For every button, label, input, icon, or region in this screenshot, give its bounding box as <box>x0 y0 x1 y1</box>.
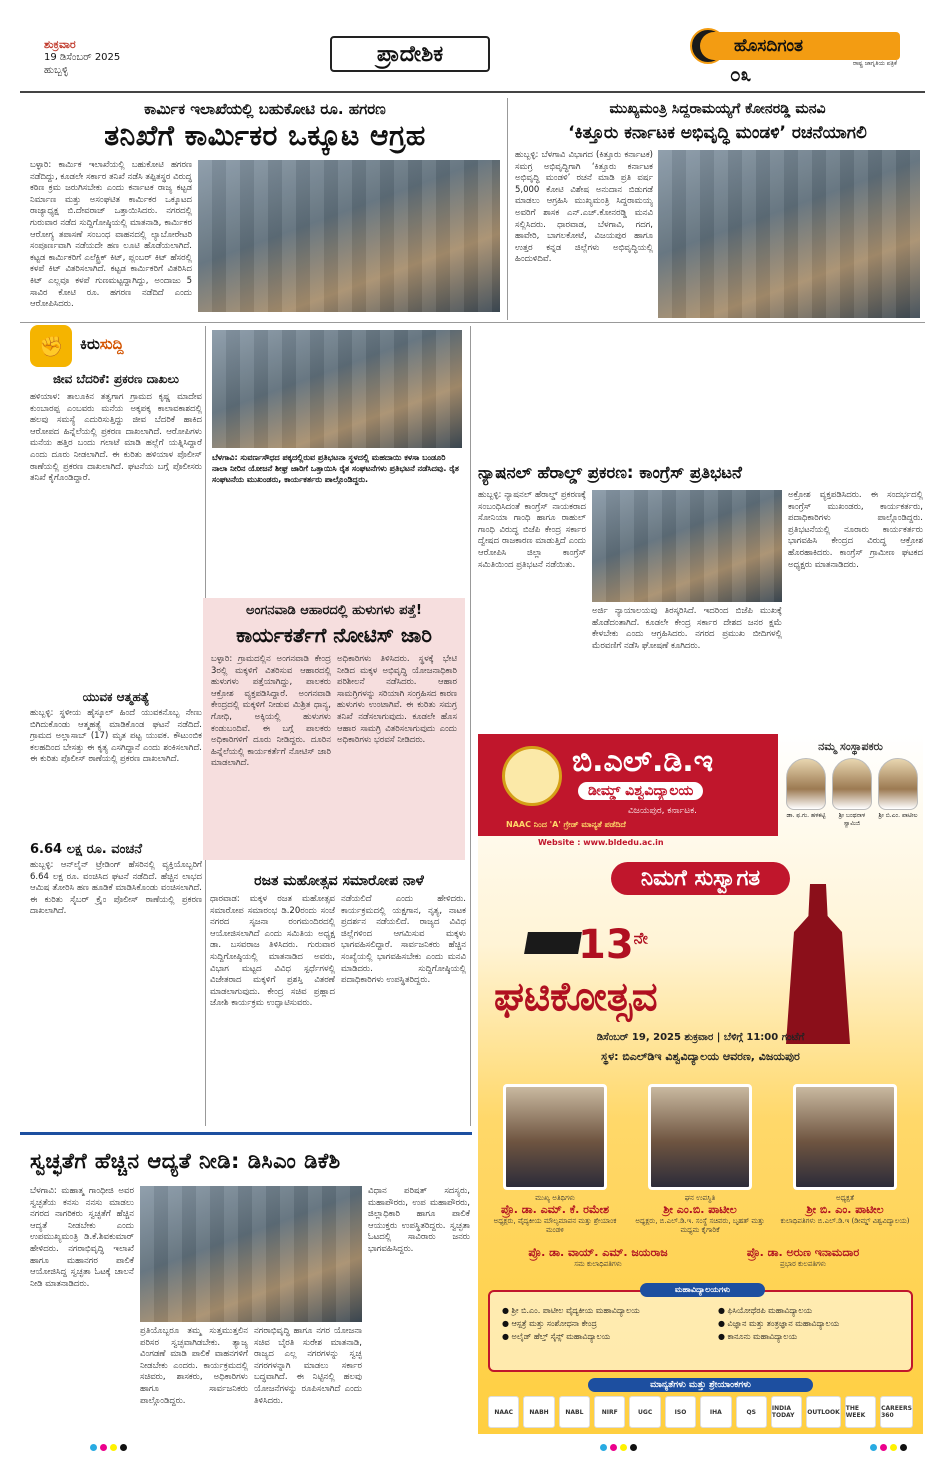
ranking-logo: NAAC <box>488 1396 519 1428</box>
masthead <box>0 0 945 95</box>
founders-title: ನಮ್ಮ ಸಂಸ್ಥಾಪಕರು <box>818 740 883 753</box>
founder-photo <box>832 758 872 810</box>
article-body: ಹುಬ್ಬಳ್ಳಿ: ನ್ಯಾಷನಲ್ ಹೆರಾಲ್ಡ್ ಪ್ರಕರಣಕ್ಕೆ ಸಂಬಂಧಿಸಿದಂತೆ ಕಾಂಗ್ರೆಸ್ ನಾಯಕರಾದ ಸೋನಿಯಾ ಗಾಂಧಿ ಹಾಗೂ ರಾಹುಲ್ ಗಾಂಧಿ ವಿರುದ್ಧ ಬಿಜೆಪಿ ಕೇಂದ್ರ ಸರ್ಕಾರ ದ್ವೇಷದ ರಾಜಕಾರಣ ಮಾಡುತ್ತಿದೆ ಎಂದು ಆರೋಪಿಸಿ ಜಿಲ್ಲಾ ಕಾಂಗ್ರೆಸ್ ಸಮಿತಿಯಿಂದ ಪ್ರತಿಭಟನೆ ನಡೆಯಿತು. <box>478 490 586 570</box>
short-news-item-body: ಹಳಿಯಾಳ: ತಾಲೂಕಿನ ತತ್ವಗಾಗ ಗ್ರಾಮದ ಕೃಷ್ಣ ಮಾದೇವ ಕುಂಬಾರಪ್ಪ ಎಂಬವರು ಮನೆಯ ಅಕ್ಕಪಕ್ಕ ಕಾಲಾವಕಾಶದಲ್ಲಿ ಹಲವು ಸಮಸ್ಯೆ ಎದುರಿಸುತ್ತಿದ್ದು ಜೀವ ಬೆದರಿಕೆ ಹಾಕಿದ ಆರೋಪದ ಹಿನ್ನೆಲೆಯಲ್ಲಿ ಪ್ರಕರಣ ದಾಖಲಾಗಿದೆ. ಆರೋಪಿಗಳು ಮನೆಯ ಹತ್ತಿರ ಬಂದು ಗಲಾಟೆ ಮಾಡಿ ಹಲ್ಲೆಗೆ ಯತ್ನಿಸಿದ್ದಾರೆ ಎಂದು ದೂರು ನೀಡಲಾಗಿದೆ. ಈ ಕುರಿತು ಹಳಿಯಾಳ ಪೊಲೀಸ್ ಠಾಣೆಯಲ್ಲಿ ಪ್ರಕರಣ ದಾಖಲಾಗಿದೆ. ಘಟನೆಯ ಬಗ್ಗೆ ಪೊಲೀಸರು ತನಿಖೆ ಕೈಗೊಂಡಿದ್ದಾರೆ. <box>30 392 202 484</box>
ranking-logo: ISO <box>665 1396 696 1428</box>
issue-date: 19 ಡಿಸೆಂಬರ್ 2025 <box>44 52 121 63</box>
bldea-convocation-ad[interactable] <box>478 734 923 1434</box>
short-news-item-title: ಯುವಕ ಆತ್ಮಹತ್ಯೆ <box>82 690 150 704</box>
graduate-silhouette-icon <box>778 884 858 1044</box>
print-registration-dots <box>600 1444 637 1451</box>
guest-desc: ಸಮ ಕುಲಾಧಿಪತಿಗಳು <box>574 1260 622 1268</box>
issue-date-block <box>44 38 120 77</box>
masthead-divider <box>20 91 925 93</box>
short-news-title <box>80 335 124 353</box>
ad-website[interactable]: Website : www.bldedu.ac.in <box>538 838 664 847</box>
article-kicker: ಕಾರ್ಮಿಕ ಇಲಾಖೆಯಲ್ಲಿ ಬಹುಕೋಟಿ ರೂ. ಹಗರಣ <box>144 100 386 118</box>
article-headline: ನ್ಯಾಷನಲ್ ಹೆರಾಲ್ಡ್ ಪ್ರಕರಣ: ಕಾಂಗ್ರೆಸ್ ಪ್ರತಿಭಟನೆ <box>478 463 742 482</box>
logo-tagline: ರಾಷ್ಟ್ರ ಜಾಗೃತಿಯ ಪತ್ರಿಕೆ <box>852 60 897 67</box>
ranking-logo: CAREERS 360 <box>880 1396 913 1428</box>
ranking-logo: UGC <box>629 1396 660 1428</box>
article-photo <box>140 1186 362 1322</box>
graduation-cap-icon <box>524 932 582 954</box>
ranking-logo: NABL <box>559 1396 590 1428</box>
guest-card <box>635 1084 765 1235</box>
article-kicker: ಅಂಗನವಾಡಿ ಆಹಾರದಲ್ಲಿ ಹುಳುಗಳು ಪತ್ತೆ! <box>246 603 422 618</box>
rankings-title: ಮಾನ್ಯತೆಗಳು ಮತ್ತು ಶ್ರೇಯಾಂಕಗಳು <box>588 1378 813 1392</box>
article-headline: ‘ಕಿತ್ತೂರು ಕರ್ನಾಟಕ ಅಭಿವೃದ್ಧಿ ಮಂಡಳಿ’ ರಚನೆಯಾಗಲಿ <box>568 123 867 143</box>
article-body: ಪ್ರತಿಯೊಬ್ಬರೂ ತಮ್ಮ ಸುತ್ತಮುತ್ತಲಿನ ಪರಿಸರ ಸ್ವಚ್ಛವಾಗಿಡಬೇಕು. ತ್ಯಾಜ್ಯ ವಿಂಗಡಣೆ ಮಾಡಿ ಪಾಲಿಕೆ ವಾಹನಗಳಿಗೆ ನೀಡಬೇಕು ಎಂದರು. ಕಾರ್ಯಕ್ರಮದಲ್ಲಿ ಸಚಿವರು, ಶಾಸಕರು, ಅಧಿಕಾರಿಗಳು ಹಾಗೂ ಸಾರ್ವಜನಿಕರು ಪಾಲ್ಗೊಂಡಿದ್ದರು. <box>140 1326 248 1406</box>
column-divider <box>470 326 471 1126</box>
ad-welcome-text: ನಿಮಗೆ ಸುಸ್ವಾಗತ <box>611 862 790 895</box>
short-news-item-title: ಜೀವ ಬೆದರಿಕೆ: ಪ್ರಕರಣ ದಾಖಲು <box>53 372 179 386</box>
article-headline: ಕಾರ್ಯಕರ್ತೆಗೆ ನೋಟಿಸ್ ಜಾರಿ <box>236 623 432 647</box>
short-news-item-title: 6.64 ಲಕ್ಷ ರೂ. ವಂಚನೆ <box>30 842 142 857</box>
university-seal-icon <box>502 746 562 806</box>
article-body: ಬಳ್ಳಾರಿ: ಕಾರ್ಮಿಕ ಇಲಾಖೆಯಲ್ಲಿ ಬಹುಕೋಟಿ ಹಗರಣ ನಡೆದಿದ್ದು, ಕೂಡಲೇ ಸರ್ಕಾರ ತನಿಖೆ ನಡೆಸಿ ತಪ್ಪಿತಸ್ಥರ ವಿರುದ್ಧ ಕಠಿಣ ಕ್ರಮ ಜರುಗಿಸಬೇಕು ಎಂದು ಕರ್ನಾಟಕ ರಾಜ್ಯ ಕಟ್ಟಡ ನಿರ್ಮಾಣ ಮತ್ತು ಅಸಂಘಟಿತ ಕಾರ್ಮಿಕರ ಒಕ್ಕೂಟದ ರಾಜ್ಯಾಧ್ಯಕ್ಷ ಬಿ.ದೇವರಾಜ್ ಒತ್ತಾಯಿಸಿದರು. ನಗರದಲ್ಲಿ ಗುರುವಾರ ನಡೆದ ಸುದ್ದಿಗೋಷ್ಠಿಯಲ್ಲಿ ಮಾತನಾಡಿ, ಕಾರ್ಮಿಕರ ಆರೋಗ್ಯ ತಪಾಸಣೆ ಸಂಬಂಧ ವಾಹನದಲ್ಲಿ ಲ್ಯಾಬೋರೇಟರಿ ಸಂಪೂರ್ಣವಾಗಿ ನಡೆಯದೇ ಹಣ ಲೂಟಿ ಹೊಡೆಯಲಾಗಿದೆ. ಕಟ್ಟಡ ಕಾರ್ಮಿಕರಿಗೆ ಎಲೆಕ್ಟ್ರಿಕ್ ಕಿಟ್, ಪ್ಲಂಬರ್ ಕಿಟ್ ಹೆಸರಲ್ಲಿ ಕಳಪೆ ಕಿಟ್ ವಿತರಿಸಲಾಗಿದೆ. ಕಟ್ಟಡ ಕಾರ್ಮಿಕರಿಗೆ ವಿತರಿಸಿದ ಕಿಟ್ ಎಲ್ಲವೂ ಕಳಪೆ ಗುಣಮಟ್ಟದ್ದಾಗಿದ್ದು, ಅಂದಾಜು 5 ಸಾವಿರ ಕೋಟಿ ರೂ. ಹಗರಣ ನಡೆದಿದೆ ಎಂದು ಆರೋಪಿಸಿದರು. <box>30 160 192 310</box>
short-news-header <box>30 325 205 367</box>
college-name: ಶ್ರೀ ಬಿ.ಎಂ. ಪಾಟೀಲ ವೈದ್ಯಕೀಯ ಮಹಾವಿದ್ಯಾಲಯ <box>511 1306 640 1315</box>
convocation-number-value: 13 <box>578 922 634 968</box>
guest-desc: ಅಧ್ಯಕ್ಷರು, ಬಿ.ಎಲ್.ಡಿ.ಇ. ಸಂಸ್ಥೆ ಸಚಿವರು, ಬೃಹತ್ ಮತ್ತು ಮಧ್ಯಮ ಕೈಗಾರಿಕೆ <box>635 1217 765 1234</box>
ranking-logo: THE WEEK <box>845 1396 876 1428</box>
convocation-title: ಘಟಿಕೋತ್ಸವ <box>494 974 658 1020</box>
print-registration-dots <box>90 1444 127 1451</box>
article-body: ವಿಧಾನ ಪರಿಷತ್ ಸದಸ್ಯರು, ಮಹಾಪೌರರು, ಉಪ ಮಹಾಪೌರರು, ಜಿಲ್ಲಾಧಿಕಾರಿ ಹಾಗೂ ಪಾಲಿಕೆ ಆಯುಕ್ತರು ಉಪಸ್ಥಿತರಿದ್ದರು. ಸ್ವಚ್ಛತಾ ಓಟದಲ್ಲಿ ಸಾವಿರಾರು ಜನರು ಭಾಗವಹಿಸಿದ್ದರು. <box>368 1186 470 1254</box>
article-body: ಅಧಿಕಾರಿಗಳು ತಿಳಿಸಿದರು. ಸ್ಥಳಕ್ಕೆ ಭೇಟಿ ನೀಡಿದ ಮಕ್ಕಳ ಅಭಿವೃದ್ಧಿ ಯೋಜನಾಧಿಕಾರಿ ಪರಿಶೀಲನೆ ನಡೆಸಿದರು. ಆಹಾರ ಸಾಮಗ್ರಿಗಳನ್ನು ಸರಿಯಾಗಿ ಸಂಗ್ರಹಿಸದ ಕಾರಣ ಹುಳುಗಳು ಉಂಟಾಗಿವೆ. ಈ ಕುರಿತು ಸಮಗ್ರ ತನಿಖೆ ನಡೆಸಲಾಗುವುದು. ಕೂಡಲೇ ಹೊಸ ಆಹಾರ ಸಾಮಗ್ರಿ ವಿತರಿಸಲಾಗುವುದು ಎಂದು ಅಧಿಕಾರಿಗಳು ಭರವಸೆ ನೀಡಿದರು. <box>337 654 457 746</box>
page-number: ೦೩ <box>730 64 752 86</box>
guest-role: ಘನ ಉಪಸ್ಥಿತಿ <box>684 1194 716 1202</box>
short-news-title-part1: ಕಿರು <box>80 335 100 353</box>
article-kicker: ರಜತ ಮಹೋತ್ಸವ ಸಮಾರೋಪ ನಾಳೆ <box>254 873 424 889</box>
guest-photo <box>648 1084 752 1190</box>
ranking-logo: NABH <box>523 1396 554 1428</box>
founder-name: ಡಾ. ಫ.ಗು. ಹಳಕಟ್ಟಿ <box>786 812 826 819</box>
fist-icon: ✊ <box>30 325 72 367</box>
guest-secondary <box>703 1246 903 1269</box>
guest-card <box>490 1084 620 1235</box>
guest-role: ಮುಖ್ಯ ಅತಿಥಿಗಳು <box>535 1194 575 1202</box>
article-photo <box>658 150 920 318</box>
founder-photo <box>878 758 918 810</box>
college-item: ● ಅಲೈಡ್ ಹೆಲ್ತ್ ಸೈನ್ಸ್ ಮಹಾವಿದ್ಯಾಲಯ <box>502 1332 611 1341</box>
college-name: ವಿಜ್ಞಾನ ಮತ್ತು ತಂತ್ರಜ್ಞಾನ ಮಹಾವಿದ್ಯಾಲಯ <box>727 1319 840 1328</box>
ad-accreditation: NAAC ನಿಂದ 'A' ಗ್ರೇಡ್ ಮಾನ್ಯತೆ ಪಡೆದಿದೆ <box>506 820 626 829</box>
short-news-item-body: ಹುಬ್ಬಳ್ಳಿ: ಆನ್‌ಲೈನ್ ಟ್ರೇಡಿಂಗ್ ಹೆಸರಿನಲ್ಲಿ ವ್ಯಕ್ತಿಯೊಬ್ಬರಿಗೆ 6.64 ಲಕ್ಷ ರೂ. ವಂಚಿಸಿದ ಘಟನೆ ನಡೆದಿದೆ. ಹೆಚ್ಚಿನ ಲಾಭದ ಆಮಿಷ ತೋರಿಸಿ ಹಣ ಹೂಡಿಕೆ ಮಾಡಿಸಿಕೊಂಡು ವಂಚಿಸಲಾಗಿದೆ. ಈ ಕುರಿತು ಸೈಬರ್ ಕ್ರೈಂ ಪೊಲೀಸ್ ಠಾಣೆಯಲ್ಲಿ ಪ್ರಕರಣ ದಾಖಲಾಗಿದೆ. <box>30 860 202 917</box>
guest-card <box>780 1084 910 1226</box>
college-name: ಕಾನೂನು ಮಹಾವಿದ್ಯಾಲಯ <box>727 1332 798 1341</box>
ad-university-type: ಡೀಮ್ಡ್ ವಿಶ್ವವಿದ್ಯಾಲಯ <box>578 782 703 800</box>
guest-desc: ಕುಲಾಧಿಪತಿಗಳು ಬಿ.ಎಲ್.ಡಿ.ಇ (ಡೀಮ್ಡ್ ವಿಶ್ವವಿದ್ಯಾಲಯ) <box>780 1217 910 1225</box>
colleges-list-left <box>502 1304 640 1343</box>
logo-wordmark: ಹೊಸದಿಗಂತ <box>700 32 900 60</box>
article-body: ಬೆಳಗಾವಿ: ಮಹಾತ್ಮ ಗಾಂಧೀಜಿ ಅವರ ಸ್ವಚ್ಛತೆಯ ಕನಸು ನನಸು ಮಾಡಲು ನಗರದ ನಾಗರಿಕರು ಸ್ವಚ್ಛತೆಗೆ ಹೆಚ್ಚಿನ ಆದ್ಯತೆ ನೀಡಬೇಕು ಎಂದು ಉಪಮುಖ್ಯಮಂತ್ರಿ ಡಿ.ಕೆ.ಶಿವಕುಮಾರ್ ಹೇಳಿದರು. ನಗರಾಭಿವೃದ್ಧಿ ಇಲಾಖೆ ಹಾಗೂ ಮಹಾನಗರ ಪಾಲಿಕೆ ಆಯೋಜಿಸಿದ್ದ ಸ್ವಚ್ಛತಾ ಓಟಕ್ಕೆ ಚಾಲನೆ ನೀಡಿ ಮಾತನಾಡಿದರು. <box>30 1186 134 1289</box>
event-date: ಡಿಸೆಂಬರ್ 19, 2025 ಶುಕ್ರವಾರ | ಬೆಳಿಗ್ಗೆ 11:00 ಗಂಟೆಗೆ <box>596 1032 805 1043</box>
ad-welcome <box>478 862 923 895</box>
newspaper-logo <box>690 32 905 90</box>
ranking-logo: NIRF <box>594 1396 625 1428</box>
rankings-logos <box>488 1396 913 1428</box>
article-photo <box>592 490 782 602</box>
ranking-logo: OUTLOOK <box>806 1396 841 1428</box>
section-divider <box>20 1132 472 1135</box>
photo-caption: ಬೆಳಗಾವಿ: ಸುವರ್ಣಸೌಧದ ಪಕ್ಕದಲ್ಲಿರುವ ಪ್ರತಿಭಟನಾ ಸ್ಥಳದಲ್ಲಿ ಮಹದಾಯಿ ಕಳಸಾ ಬಂಡೂರಿ ನಾಲಾ ನೀರಿನ ಯೋಜನೆ ಶೀಘ್ರ ಜಾರಿಗೆ ಒತ್ತಾಯಿಸಿ ರೈತ ಸಂಘಟನೆಗಳು ಪ್ರತಿಭಟನೆ ನಡೆಸಿದವು. ರೈತ ಸಂಘಟನೆಯ ಮುಖಂಡರು, ಕಾರ್ಯಕರ್ತರು ಪಾಲ್ಗೊಂಡಿದ್ದರು. <box>212 453 459 484</box>
ranking-logo: INDIA TODAY <box>771 1396 802 1428</box>
founder-portrait <box>876 758 920 820</box>
short-news-item-body: ಹುಬ್ಬಳ್ಳಿ: ಸ್ಥಳೀಯ ಹೈಸ್ಕೂಲ್ ಹಿಂದೆ ಯುವಕನೊಬ್ಬ ನೇಣು ಬಿಗಿದುಕೊಂಡು ಆತ್ಮಹತ್ಯೆ ಮಾಡಿಕೊಂಡ ಘಟನೆ ನಡೆದಿದೆ. ಗ್ರಾಮದ ಅಲ್ಲಾಸಾಬ್ (17) ಮೃತ ಪಟ್ಟ ಯುವಕ. ಕೌಟುಂಬಿಕ ಕಲಹದಿಂದ ಬೇಸತ್ತು ಈ ಕೃತ್ಯ ಎಸಗಿದ್ದಾನೆ ಎಂದು ಶಂಕಿಸಲಾಗಿದೆ. ಈ ಕುರಿತು ಪೊಲೀಸ್ ಠಾಣೆಯಲ್ಲಿ ಪ್ರಕರಣ ದಾಖಲಾಗಿದೆ. <box>30 708 202 765</box>
article-headline: ಸ್ವಚ್ಛತೆಗೆ ಹೆಚ್ಚಿನ ಆದ್ಯತೆ ನೀಡಿ: ಡಿಸಿಎಂ ಡಿಕೆಶಿ <box>30 1149 341 1173</box>
founder-portrait <box>784 758 828 820</box>
ranking-logo: QS <box>736 1396 767 1428</box>
founder-photo <box>786 758 826 810</box>
guest-name: ಪ್ರೊ. ಡಾ. ಅರುಣ ಇನಾಮದಾರ <box>746 1246 860 1259</box>
article-body: ಹುಬ್ಬಳ್ಳಿ: ಬೆಳಗಾವಿ ವಿಭಾಗದ (ಕಿತ್ತೂರು ಕರ್ನಾಟಕ) ಸಮಗ್ರ ಅಭಿವೃದ್ಧಿಗಾಗಿ ‘ಕಿತ್ತೂರು ಕರ್ನಾಟಕ ಅಭಿವೃದ್ಧಿ ಮಂಡಳಿ’ ರಚನೆ ಮಾಡಿ ಪ್ರತಿ ವರ್ಷ 5,000 ಕೋಟಿ ವಿಶೇಷ ಅನುದಾನ ಬಿಡುಗಡೆ ಮಾಡಲು ಆಗ್ರಹಿಸಿ ಮುಖ್ಯಮಂತ್ರಿ ಸಿದ್ದರಾಮಯ್ಯ ಅವರಿಗೆ ಶಾಸಕ ಎನ್.ಎಚ್.ಕೋನರಡ್ಡಿ ಮನವಿ ಸಲ್ಲಿಸಿದರು. ಧಾರವಾಡ, ಬೆಳಗಾವಿ, ಗದಗ, ಹಾವೇರಿ, ಬಾಗಲಕೋಟೆ, ವಿಜಯಪುರ ಹಾಗೂ ಉತ್ತರ ಕನ್ನಡ ಜಿಲ್ಲೆಗಳು ಅಭಿವೃದ್ಧಿಯಲ್ಲಿ ಹಿಂದುಳಿದಿವೆ. <box>515 150 653 265</box>
guest-desc: ಪ್ರಭಾರ ಕುಲಪತಿಗಳು <box>780 1260 826 1268</box>
article-body: ಅರ್ಜಿ ನ್ಯಾಯಾಲಯವು ತಿರಸ್ಕರಿಸಿದೆ. ಇದರಿಂದ ಬಿಜೆಪಿ ಮುಖಕ್ಕೆ ಹೊಡೆದಂತಾಗಿದೆ. ಕೂಡಲೇ ಕೇಂದ್ರ ಸರ್ಕಾರ ದೇಶದ ಜನರ ಕ್ಷಮೆ ಕೇಳಬೇಕು ಎಂದು ಆಗ್ರಹಿಸಿದರು. ನಗರದ ಪ್ರಮುಖ ಬೀದಿಗಳಲ್ಲಿ ಮೆರವಣಿಗೆ ನಡೆಸಿ ಘೋಷಣೆ ಕೂಗಿದರು. <box>592 606 782 651</box>
section-title: ಪ್ರಾದೇಶಿಕ <box>330 36 490 72</box>
guest-role: ಅಧ್ಯಕ್ಷತೆ <box>836 1194 854 1202</box>
convocation-number-suffix: ನೇ <box>633 928 648 948</box>
college-item: ● ಶ್ರೀ ಬಿ.ಎಂ. ಪಾಟೀಲ ವೈದ್ಯಕೀಯ ಮಹಾವಿದ್ಯಾಲಯ <box>502 1306 640 1315</box>
guest-name: ಪ್ರೊ. ಡಾ. ಎಮ್. ಕೆ. ರಮೇಶ <box>500 1203 610 1216</box>
ad-university-city: ವಿಜಯಪುರ, ಕರ್ನಾಟಕ. <box>628 806 697 816</box>
print-registration-dots <box>870 1444 907 1451</box>
founder-portrait <box>830 758 874 828</box>
college-item: ● ವಿಜ್ಞಾನ ಮತ್ತು ತಂತ್ರಜ್ಞಾನ ಮಹಾವಿದ್ಯಾಲಯ <box>718 1319 840 1328</box>
guest-name: ಶ್ರೀ ಎಂ.ಬಿ. ಪಾಟೀಲ <box>663 1203 737 1216</box>
college-item: ● ಆಸ್ಪತ್ರೆ ಮತ್ತು ಸಂಶೋಧನಾ ಕೇಂದ್ರ <box>502 1319 597 1328</box>
issue-city: ಹುಬ್ಬಳ್ಳಿ <box>44 65 69 76</box>
article-body: ನಗರಾಭಿವೃದ್ಧಿ ಹಾಗೂ ನಗರ ಯೋಜನಾ ಸಚಿವ ಬೈರತಿ ಸುರೇಶ ಮಾತನಾಡಿ, ರಾಜ್ಯದ ಎಲ್ಲ ನಗರಗಳನ್ನು ಸ್ವಚ್ಛ ನಗರಗಳನ್ನಾಗಿ ಮಾಡಲು ಸರ್ಕಾರ ಬದ್ಧವಾಗಿದೆ. ಈ ನಿಟ್ಟಿನಲ್ಲಿ ಹಲವು ಯೋಜನೆಗಳನ್ನು ರೂಪಿಸಲಾಗಿದೆ ಎಂದು ತಿಳಿಸಿದರು. <box>254 1326 362 1406</box>
article-body: ಅಕ್ರೋಶ ವ್ಯಕ್ತಪಡಿಸಿದರು. ಈ ಸಂದರ್ಭದಲ್ಲಿ ಕಾಂಗ್ರೆಸ್ ಮುಖಂಡರು, ಕಾರ್ಯಕರ್ತರು, ಪದಾಧಿಕಾರಿಗಳು ಪಾಲ್ಗೊಂಡಿದ್ದರು. ಪ್ರತಿಭಟನೆಯಲ್ಲಿ ನೂರಾರು ಕಾರ್ಯಕರ್ತರು ಭಾಗವಹಿಸಿ ಕೇಂದ್ರದ ವಿರುದ್ಧ ಆಕ್ರೋಶ ಹೊರಹಾಕಿದರು. ಕಾಂಗ್ರೆಸ್ ಗ್ರಾಮೀಣ ಘಟಕದ ಅಧ್ಯಕ್ಷರು ಮಾತನಾಡಿದರು. <box>788 490 923 570</box>
convocation-number <box>578 922 648 968</box>
founder-name: ಶ್ರೀ ಬಿ.ಎಂ. ಪಾಟೀಲ <box>878 812 918 819</box>
short-news-title-part2: ಸುದ್ದಿ <box>99 335 124 353</box>
colleges-list-right <box>718 1304 839 1343</box>
guest-name: ಪ್ರೊ. ಡಾ. ವಾಯ್. ಎಮ್. ಜಯರಾಜ <box>528 1246 668 1259</box>
protest-photo <box>212 330 462 448</box>
ad-university-name: ಬಿ.ಎಲ್.ಡಿ.ಇ <box>572 744 714 779</box>
article-photo <box>198 160 500 312</box>
guest-name: ಶ್ರೀ ಬಿ. ಎಂ. ಪಾಟೀಲ <box>806 1203 884 1216</box>
college-name: ಫಿಸಿಯೋಥೆರಪಿ ಮಹಾವಿದ್ಯಾಲಯ <box>727 1306 813 1315</box>
college-name: ಅಲೈಡ್ ಹೆಲ್ತ್ ಸೈನ್ಸ್ ಮಹಾವಿದ್ಯಾಲಯ <box>511 1332 611 1341</box>
college-item: ● ಕಾನೂನು ಮಹಾವಿದ್ಯಾಲಯ <box>718 1332 798 1341</box>
issue-day: ಶುಕ್ರವಾರ <box>44 38 76 51</box>
column-divider <box>507 98 508 320</box>
ranking-logo: IHA <box>700 1396 731 1428</box>
guest-photo <box>503 1084 607 1190</box>
guest-secondary <box>498 1246 698 1269</box>
article-body: ಧಾರವಾಡ: ಮಕ್ಕಳ ರಜತ ಮಹೋತ್ಸವ ಸಮಾರೋಪ ಸಮಾರಂಭ ಡಿ.20ರಂದು ಸಂಜೆ ನಗರದ ಸೃಜನಾ ರಂಗಮಂದಿರದಲ್ಲಿ ಆಯೋಜಿಸಲಾಗಿದೆ ಎಂದು ಸಮಿತಿಯ ಅಧ್ಯಕ್ಷ ಡಾ. ಬಸವರಾಜ ತಿಳಿಸಿದರು. ಗುರುವಾರ ಸುದ್ದಿಗೋಷ್ಠಿಯಲ್ಲಿ ಮಾತನಾಡಿದ ಅವರು, ವಿಭಾಗ ಮಟ್ಟದ ವಿವಿಧ ಸ್ಪರ್ಧೆಗಳಲ್ಲಿ ವಿಜೇತರಾದ ಮಕ್ಕಳಿಗೆ ಪ್ರಶಸ್ತಿ ವಿತರಣೆ ಮಾಡಲಾಗುವುದು. ಕೇಂದ್ರ ಸಚಿವ ಪ್ರಹ್ಲಾದ ಜೋಶಿ ಕಾರ್ಯಕ್ರಮ ಉದ್ಘಾಟಿಸುವರು. <box>210 894 335 1009</box>
founder-name: ಶ್ರೀ ಬಂಥನಾಳ ಸ್ವಾಮಿಜಿ <box>838 812 866 827</box>
event-venue: ಸ್ಥಳ: ಬಿಎಲ್‌ಡಿಇ ವಿಶ್ವವಿದ್ಯಾಲಯ ಆವರಣ, ವಿಜಯಪುರ <box>601 1050 800 1063</box>
article-body: ನಡೆಯಲಿದೆ ಎಂದು ಹೇಳಿದರು. ಕಾರ್ಯಕ್ರಮದಲ್ಲಿ ಯಕ್ಷಗಾನ, ನೃತ್ಯ, ನಾಟಕ ಪ್ರದರ್ಶನ ನಡೆಯಲಿದೆ. ರಾಜ್ಯದ ವಿವಿಧ ಜಿಲ್ಲೆಗಳಿಂದ ಆಗಮಿಸುವ ಮಕ್ಕಳು ಭಾಗವಹಿಸಲಿದ್ದಾರೆ. ಸಾರ್ವಜನಿಕರು ಹೆಚ್ಚಿನ ಸಂಖ್ಯೆಯಲ್ಲಿ ಭಾಗವಹಿಸಬೇಕು ಎಂದು ಮನವಿ ಮಾಡಿದರು. ಸುದ್ದಿಗೋಷ್ಠಿಯಲ್ಲಿ ಪದಾಧಿಕಾರಿಗಳು ಉಪಸ್ಥಿತರಿದ್ದರು. <box>341 894 466 986</box>
section-divider <box>20 322 925 323</box>
colleges-title: ಮಹಾವಿದ್ಯಾಲಯಗಳು <box>640 1283 765 1297</box>
article-headline: ತನಿಖೆಗೆ ಕಾರ್ಮಿಕರ ಒಕ್ಕೂಟ ಆಗ್ರಹ <box>104 119 426 152</box>
guest-desc: ಅಧ್ಯಕ್ಷರು, ವೈದ್ಯಕೀಯ ಮೌಲ್ಯಮಾಪನ ಮತ್ತು ಶ್ರೇಯಾಂಕ ಮಂಡಳಿ <box>493 1217 617 1234</box>
article-body: ಬಳ್ಳಾರಿ: ಗ್ರಾಮದಲ್ಲಿನ ಅಂಗನವಾಡಿ ಕೇಂದ್ರ 3ರಲ್ಲಿ ಮಕ್ಕಳಿಗೆ ವಿತರಿಸುವ ಆಹಾರದಲ್ಲಿ ಹುಳುಗಳು ಪತ್ತೆಯಾಗಿದ್ದು, ಪಾಲಕರು ಆಕ್ರೋಶ ವ್ಯಕ್ತಪಡಿಸಿದ್ದಾರೆ. ಅಂಗನವಾಡಿ ಕೇಂದ್ರದಲ್ಲಿ ಮಕ್ಕಳಿಗೆ ನೀಡುವ ಮಿಶ್ರಿತ ಧಾನ್ಯ, ಗೋಧಿ, ಅಕ್ಕಿಯಲ್ಲಿ ಹುಳುಗಳು ಕಂಡುಬಂದಿವೆ. ಈ ಬಗ್ಗೆ ಪಾಲಕರು ಅಧಿಕಾರಿಗಳಿಗೆ ದೂರು ನೀಡಿದ್ದರು. ದೂರಿನ ಹಿನ್ನೆಲೆಯಲ್ಲಿ ಕಾರ್ಯಕರ್ತೆಗೆ ನೋಟಿಸ್ ಜಾರಿ ಮಾಡಲಾಗಿದೆ. <box>211 654 331 769</box>
guest-photo <box>793 1084 897 1190</box>
ad-header-band <box>478 734 778 836</box>
college-name: ಆಸ್ಪತ್ರೆ ಮತ್ತು ಸಂಶೋಧನಾ ಕೇಂದ್ರ <box>511 1319 597 1328</box>
colleges-box <box>488 1285 913 1372</box>
college-item: ● ಫಿಸಿಯೋಥೆರಪಿ ಮಹಾವಿದ್ಯಾಲಯ <box>718 1306 813 1315</box>
article-kicker: ಮುಖ್ಯಮಂತ್ರಿ ಸಿದ್ದರಾಮಯ್ಯಗೆ ಕೋನರಡ್ಡಿ ಮನವಿ <box>609 101 826 117</box>
article-anganwadi <box>203 598 465 860</box>
